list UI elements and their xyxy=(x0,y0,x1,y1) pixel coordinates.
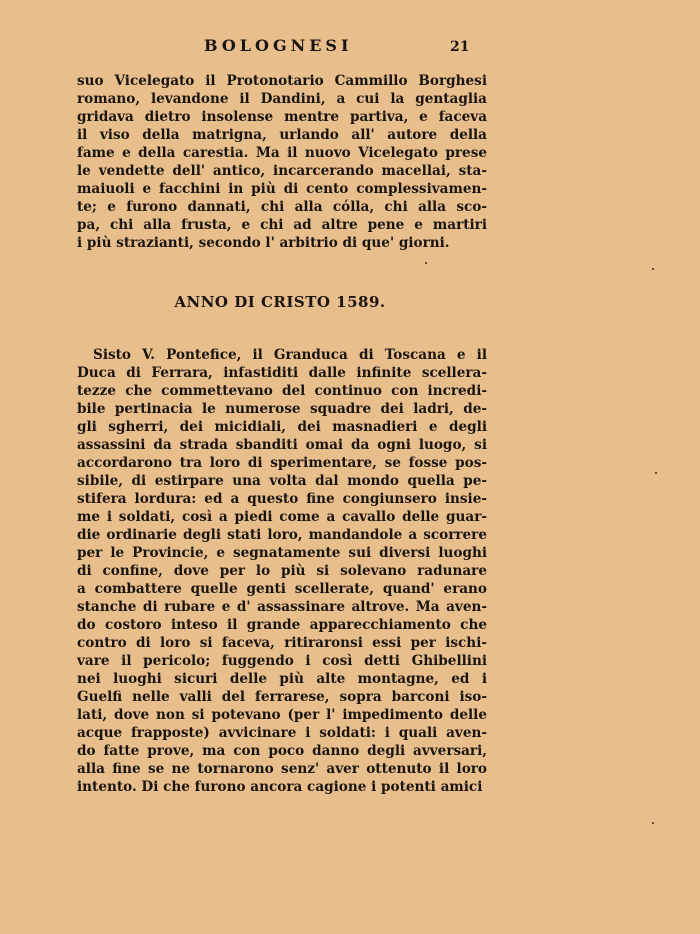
text-line: maiuoli e facchini in più di cento complessivamen- xyxy=(77,181,487,197)
paragraph-1 xyxy=(77,72,487,252)
text-line: Guelfi nelle valli del ferrarese, sopra barconi iso- xyxy=(77,689,487,705)
text-line: assassini da strada sbanditi omai da ogni luogo, si xyxy=(77,437,487,453)
text-line: gli sgherri, dei micidiali, dei masnadieri e degli xyxy=(77,419,487,435)
text-line: acque frapposte) avvicinare i soldati: i quali aven- xyxy=(77,725,487,741)
text-line: bile pertinacia le numerose squadre dei ladri, de- xyxy=(77,401,487,417)
section-heading: ANNO DI CRISTO 1589. xyxy=(174,293,386,311)
text-line: il viso della matrigna, urlando all' autore della xyxy=(77,127,487,143)
text-line: romano, levandone il Dandini, a cui la gentaglia xyxy=(77,91,487,107)
text-line: suo Vicelegato il Protonotario Cammillo Borghesi xyxy=(77,73,487,89)
text-line: i più strazianti, secondo l' arbitrio di que' giorni. xyxy=(77,235,450,251)
paragraph-2 xyxy=(77,346,487,796)
running-title: BOLOGNESI xyxy=(204,36,353,55)
text-line: alla fine se ne tornarono senz' aver ottenuto il loro xyxy=(77,761,487,777)
paper-speck xyxy=(652,268,654,270)
text-line: pa, chi alla frusta, e chi ad altre pene e martiri xyxy=(77,217,487,233)
page-number: 21 xyxy=(450,39,470,55)
text-line: Sisto V. Pontefice, il Granduca di Toscana e il xyxy=(93,347,487,363)
text-line: accordarono tra loro di sperimentare, se fosse pos- xyxy=(77,455,487,471)
text-line: per le Provincie, e segnatamente sui diversi luoghi xyxy=(77,545,487,561)
text-line: lati, dove non si potevano (per l' impedimento delle xyxy=(77,707,487,723)
text-line: do costoro inteso il grande apparecchiamento che xyxy=(77,617,487,633)
text-line: stifera lordura: ed a questo fine congiunsero insie- xyxy=(77,491,487,507)
paper-speck xyxy=(425,262,427,264)
text-line: a combattere quelle genti scellerate, quand' erano xyxy=(77,581,487,597)
text-line: nei luoghi sicuri delle più alte montagne, ed i xyxy=(77,671,487,687)
text-line: Duca di Ferrara, infastiditi dalle infinite scellera- xyxy=(77,365,487,381)
text-line: te; e furono dannati, chi alla cólla, chi alla sco- xyxy=(77,199,487,215)
text-line: di confine, dove per lo più si solevano radunare xyxy=(77,563,487,579)
text-line: gridava dietro insolense mentre partiva, e faceva xyxy=(77,109,487,125)
text-line: stanche di rubare e d' assassinare altrove. Ma aven- xyxy=(77,599,487,615)
text-line: intento. Di che furono ancora cagione i potenti amici xyxy=(77,779,483,795)
page-header xyxy=(0,36,700,60)
text-line: fame e della carestia. Ma il nuovo Vicelegato prese xyxy=(77,145,487,161)
text-line: contro di loro si faceva, ritiraronsi essi per ischi- xyxy=(77,635,487,651)
text-line: le vendette dell' antico, incarcerando macellai, sta- xyxy=(77,163,487,179)
text-line: vare il pericolo; fuggendo i così detti Ghibellini xyxy=(77,653,487,669)
text-line: me i soldati, così a piedi come a cavallo delle guar- xyxy=(77,509,487,525)
text-line: die ordinarie degli stati loro, mandandole a scorrere xyxy=(77,527,487,543)
text-line: tezze che commettevano del continuo con incredi- xyxy=(77,383,487,399)
text-line: sibile, di estirpare una volta dal mondo quella pe- xyxy=(77,473,487,489)
paper-speck xyxy=(655,472,657,474)
paper-speck xyxy=(652,822,654,824)
text-line: do fatte prove, ma con poco danno degli avversari, xyxy=(77,743,487,759)
